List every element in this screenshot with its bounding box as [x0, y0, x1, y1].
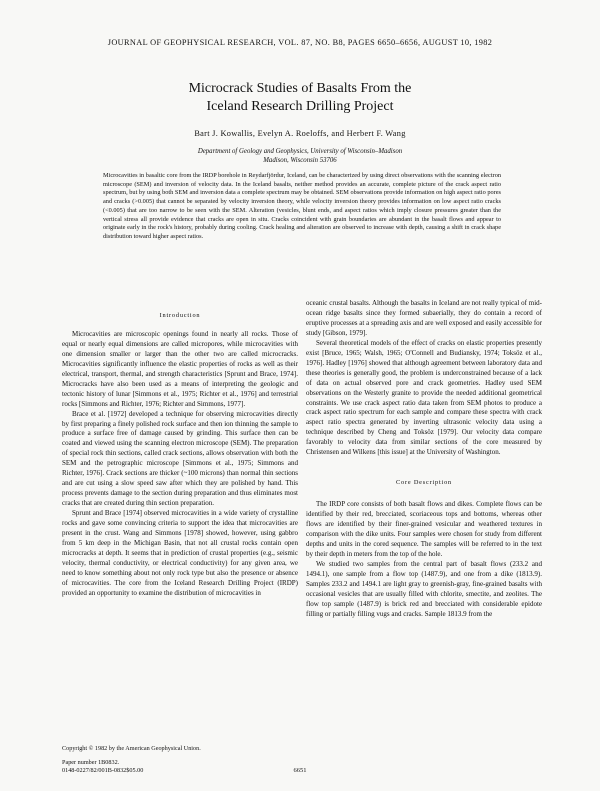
- journal-header: JOURNAL OF GEOPHYSICAL RESEARCH, VOL. 87, NO. B8, PAGES 6650–6656, AUGUST 10, 1982: [107, 38, 493, 47]
- paragraph: Brace et al. [1972] developed a technique for observing microcavities directly by first preparing a finely polished rock surface and then ion thinning the sample to produce a surface free of damage caused by grinding. This surface then can be coated and viewed using the scanning electron microscope (SEM). The preparation of special rock thin sections, called crack sections, allows observation with both the SEM and the petrographic microscope [Simmons et al., 1975; Simmons and Richter, 1976]. Crack sections are thicker (~100 microns) than normal thin sections and are cut using a slow speed saw after which they are polished by hand. This process prevents damage to the section during preparation and thus eliminates most cracks that are created during thin section preparation.: [62, 409, 298, 508]
- left-column: [62, 303, 298, 599]
- paragraph: We studied two samples from the central part of basalt flows (233.2 and 1494.1), one sample from a flow top (1487.9), and one from a dike (1813.9). Samples 233.2 and 1494.1 are light gray to greenish-gray, fine-grained basalts with occasional vesicles that are usually filled with chlorite, smectite, and zeolites. The flow top sample (1487.9) is brick red and brecciated with considerable epidote filling or partially filling vugs and cracks. Sample 1813.9 from the: [306, 559, 542, 618]
- affiliation-line-2: Madison, Wisconsin 53706: [263, 157, 337, 164]
- paper-code: 0148-0227/82/001B-0832$05.00: [62, 767, 144, 774]
- paragraph: The IRDP core consists of both basalt flows and dikes. Complete flows can be identified by their red, brecciated, scoriaceous tops and bottoms, whereas other flows are identified by their finer-grained vesicular and weathered textures in comparison with the dike units. Four samples were chosen for study from different depths and units in the cored sequence. The samples will be referred to in the text by their depth in meters from the top of the hole.: [306, 500, 542, 558]
- title-line-2: Iceland Research Drilling Project: [206, 99, 394, 114]
- core-description-heading: Core Description: [396, 479, 452, 487]
- right-column: [306, 299, 542, 620]
- affiliation-line-1: Department of Geology and Geophysics, University of Wisconsin–Madison: [197, 148, 403, 155]
- affiliation: [0, 147, 600, 165]
- paragraph: Microcavities are microscopic openings found in nearly all rocks. Those of equal or nearly equal dimensions are called micropores, while microcavities with one dimension smaller or larger than the other two are called microcracks. Microcavities significantly influence the elastic properties of rocks as well as their electrical, transport, thermal, and strength characteristics [Sprunt and Brace, 1974]. Microcracks have also been used as a means of interpreting the geologic and tectonic history of lunar [Simmons et al., 1975; Richter et al., 1976] and terrestrial rocks [Simmons and Richter, 1976; Richter and Simmons, 1977].: [62, 329, 298, 408]
- paragraph: oceanic crustal basalts. Although the basalts in Iceland are not really typical of mid-ocean ridge basalts since they formed subaerially, they do contain a record of eruptive processes at a spreading axis and are well exposed and easily accessible for study [Gibson, 1979].: [306, 299, 542, 337]
- paragraph: Sprunt and Brace [1974] observed microcavities in a wide variety of crystalline rocks and gave some convincing criteria to support the idea that microcavities are present in the crust. Wang and Simmons [1978] showed, however, using gabbro from 5 km deep in the Michigan Basin, that not all crustal rocks contain open microcracks at depth. It seems that in prediction of crustal properties (e.g., seismic velocity, thermal conductivity, or electrical conductivity) for any given area, we need to know something about not only rock type but also the presence or absence of microcavities. The core from the Iceland Research Drilling Project (IRDP) provided an opportunity to examine the distribution of microcavities in: [62, 509, 298, 597]
- paper-number: Paper number 1B0832.: [62, 758, 120, 766]
- title-line-1: Microcrack Studies of Basalts From the: [188, 81, 412, 96]
- authors: Bart J. Kowallis, Evelyn A. Roeloffs, and Herbert F. Wang: [194, 129, 406, 138]
- abstract: Microcavities in basaltic core from the IRDP borehole in Reydarfjördur, Iceland, can be characterized by using direct observations with the scanning electron microscope (SEM) and inversion of velocity data. In the Iceland basalts, neither method provides an accurate, complete picture of the crack aspect ratio spectrum, but by using both SEM and inversion data a complete spectrum may be obtained. SEM observations provide information on high aspect ratio pores and cracks (>0.005) that cannot be separated by velocity inversion theory, while velocity inversion theory provides information on low aspect ratio cracks (<0.005) that are too narrow to be seen with the SEM. Alteration (vesicles, blunt ends, and aspect ratios which imply closure pressures greater than the vertical stress all provide evidence that cracks are open in situ. Cracks coincident with grain boundaries are abundant in the basalt flows and appear to originate early in the rock's history, probably during cooling. Crack healing and alteration are observed to increase with depth, causing a shift in crack shape distribution toward higher aspect ratios.: [103, 172, 501, 240]
- page-number: 6651: [293, 767, 307, 774]
- paper-title: [0, 80, 600, 116]
- paragraph: Several theoretical models of the effect of cracks on elastic properties presently exist [Bruce, 1965; Walsh, 1965; O'Connell and Budiansky, 1974; Toksöz et al., 1976]. Hadley [1976] showed that although agreement between laboratory data and these theories is generally good, the problem is underconstrained because of a lack of data on actual observed pore and crack geometries. Hadley used SEM observations on the Westerly granite to provide the needed additional geometrical constraints. We use crack aspect ratio data taken from SEM photos to produce a crack aspect ratio spectrum for each sample and compare these spectra with crack aspect ratio spectra generated by inverting ultrasonic velocity data using a technique described by Cheng and Toksöz [1979]. Our velocity data compare favorably to velocity data from similar sections of the core measured by Christensen and Wilkens [this issue] at the University of Washington.: [306, 338, 542, 457]
- copyright-line: Copyright © 1982 by the American Geophysical Union.: [62, 745, 201, 752]
- introduction-heading: Introduction: [159, 312, 201, 319]
